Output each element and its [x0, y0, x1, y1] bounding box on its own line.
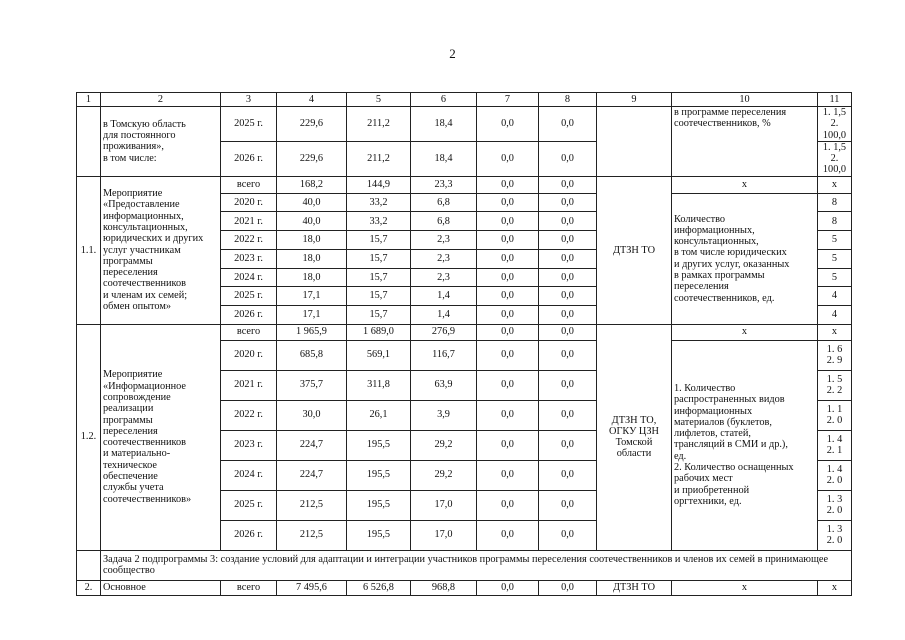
- year-cell: 2022 г.: [221, 231, 277, 250]
- column-header: 6: [411, 93, 477, 107]
- task-description-cell: Задача 2 подпрограммы 3: создание условий для адаптации и интеграции участников программы переселения соотечественников и членов их семей в принимающее сообщество: [101, 550, 852, 580]
- table-row: [77, 176, 852, 193]
- value-cell: 229,6: [277, 107, 347, 142]
- column-header: 3: [221, 93, 277, 107]
- indicator-value-cell: 1. 3 2. 0: [818, 520, 852, 550]
- indicator-value-cell: 1. 3 2. 0: [818, 490, 852, 520]
- value-cell: 0,0: [477, 268, 539, 287]
- year-cell: 2020 г.: [221, 193, 277, 212]
- value-cell: 2,3: [411, 231, 477, 250]
- value-cell: 0,0: [477, 324, 539, 340]
- value-cell: 0,0: [477, 212, 539, 231]
- value-cell: 0,0: [539, 176, 597, 193]
- value-cell: 0,0: [539, 231, 597, 250]
- indicator-value-cell: x: [818, 324, 852, 340]
- value-cell: 144,9: [347, 176, 411, 193]
- value-cell: 0,0: [477, 176, 539, 193]
- num-cell: 1.2.: [77, 324, 101, 550]
- value-cell: 212,5: [277, 520, 347, 550]
- value-cell: 0,0: [477, 340, 539, 370]
- value-cell: 0,0: [539, 400, 597, 430]
- value-cell: 0,0: [539, 249, 597, 268]
- program-table: [76, 92, 852, 596]
- value-cell: 18,4: [411, 141, 477, 176]
- value-cell: 0,0: [477, 305, 539, 324]
- indicator-value-cell: 8: [818, 193, 852, 212]
- value-cell: 195,5: [347, 520, 411, 550]
- column-header: 2: [101, 93, 221, 107]
- value-cell: 15,7: [347, 231, 411, 250]
- value-cell: 0,0: [477, 400, 539, 430]
- value-cell: 7 495,6: [277, 580, 347, 595]
- value-cell: 375,7: [277, 370, 347, 400]
- year-cell: 2026 г.: [221, 141, 277, 176]
- table-row: [77, 580, 852, 595]
- value-cell: 195,5: [347, 430, 411, 460]
- value-cell: 0,0: [539, 340, 597, 370]
- value-cell: 685,8: [277, 340, 347, 370]
- value-cell: 0,0: [539, 287, 597, 306]
- value-cell: 15,7: [347, 305, 411, 324]
- column-header: 11: [818, 93, 852, 107]
- value-cell: 2,3: [411, 249, 477, 268]
- value-cell: 17,1: [277, 287, 347, 306]
- value-cell: 15,7: [347, 268, 411, 287]
- column-header: 4: [277, 93, 347, 107]
- value-cell: 0,0: [477, 231, 539, 250]
- value-cell: 0,0: [539, 305, 597, 324]
- table-row: [77, 550, 852, 580]
- year-cell: 2026 г.: [221, 520, 277, 550]
- indicator-value-cell: 1. 6 2. 9: [818, 340, 852, 370]
- value-cell: 6,8: [411, 193, 477, 212]
- indicator-value-cell: 1. 1,5 2. 100,0: [818, 141, 852, 176]
- value-cell: 0,0: [477, 580, 539, 595]
- value-cell: 195,5: [347, 460, 411, 490]
- year-cell: всего: [221, 176, 277, 193]
- value-cell: 1 965,9: [277, 324, 347, 340]
- indicator-cell: x: [672, 324, 818, 340]
- value-cell: 17,1: [277, 305, 347, 324]
- page-number: 2: [449, 46, 456, 61]
- activity-name-cell: Мероприятие «Предоставление информационных, консультационных, юридических и других услуг участникам программы переселения соотечественников и членам их семей; обмен опытом»: [101, 176, 221, 324]
- value-cell: 26,1: [347, 400, 411, 430]
- value-cell: 224,7: [277, 430, 347, 460]
- value-cell: 968,8: [411, 580, 477, 595]
- value-cell: 0,0: [539, 490, 597, 520]
- value-cell: 0,0: [477, 287, 539, 306]
- value-cell: 0,0: [539, 324, 597, 340]
- value-cell: 0,0: [539, 193, 597, 212]
- year-cell: 2020 г.: [221, 340, 277, 370]
- indicator-value-cell: 1. 4 2. 0: [818, 460, 852, 490]
- value-cell: 3,9: [411, 400, 477, 430]
- table-row: [77, 324, 852, 340]
- value-cell: 0,0: [539, 520, 597, 550]
- indicator-value-cell: x: [818, 176, 852, 193]
- value-cell: 224,7: [277, 460, 347, 490]
- value-cell: 1 689,0: [347, 324, 411, 340]
- indicator-cell: x: [672, 176, 818, 193]
- num-cell: [77, 550, 101, 580]
- value-cell: 18,4: [411, 107, 477, 142]
- indicator-value-cell: 5: [818, 249, 852, 268]
- value-cell: 17,0: [411, 490, 477, 520]
- value-cell: 18,0: [277, 231, 347, 250]
- year-cell: 2024 г.: [221, 268, 277, 287]
- value-cell: 0,0: [539, 141, 597, 176]
- year-cell: 2021 г.: [221, 212, 277, 231]
- value-cell: 40,0: [277, 193, 347, 212]
- column-header: 10: [672, 93, 818, 107]
- num-cell: 1.1.: [77, 176, 101, 324]
- value-cell: 33,2: [347, 193, 411, 212]
- value-cell: 40,0: [277, 212, 347, 231]
- value-cell: 0,0: [539, 430, 597, 460]
- table-body: [77, 93, 852, 596]
- column-header: 8: [539, 93, 597, 107]
- value-cell: 18,0: [277, 249, 347, 268]
- num-cell: 2.: [77, 580, 101, 595]
- value-cell: 0,0: [539, 580, 597, 595]
- value-cell: 29,2: [411, 430, 477, 460]
- activity-name-cell: Основное: [101, 580, 221, 595]
- value-cell: 168,2: [277, 176, 347, 193]
- value-cell: 0,0: [477, 193, 539, 212]
- value-cell: 63,9: [411, 370, 477, 400]
- year-cell: 2025 г.: [221, 287, 277, 306]
- value-cell: 1,4: [411, 305, 477, 324]
- value-cell: 23,3: [411, 176, 477, 193]
- value-cell: 0,0: [477, 430, 539, 460]
- indicator-value-cell: 1. 4 2. 1: [818, 430, 852, 460]
- value-cell: 195,5: [347, 490, 411, 520]
- activity-name-cell: в Томскую область для постоянного проживания», в том числе:: [101, 107, 221, 177]
- value-cell: 0,0: [539, 212, 597, 231]
- value-cell: 0,0: [477, 141, 539, 176]
- indicator-cell: Количество информационных, консультационных, в том числе юридических и других услуг, оказанных в рамках программы переселения соотечественников, ед.: [672, 193, 818, 324]
- value-cell: 15,7: [347, 287, 411, 306]
- value-cell: 0,0: [539, 107, 597, 142]
- value-cell: 311,8: [347, 370, 411, 400]
- executor-cell: [597, 107, 672, 177]
- year-cell: 2025 г.: [221, 107, 277, 142]
- value-cell: 0,0: [477, 370, 539, 400]
- table-row: [77, 107, 852, 142]
- indicator-value-cell: 8: [818, 212, 852, 231]
- value-cell: 116,7: [411, 340, 477, 370]
- year-cell: 2026 г.: [221, 305, 277, 324]
- table-row: [77, 93, 852, 107]
- value-cell: 0,0: [539, 268, 597, 287]
- value-cell: 29,2: [411, 460, 477, 490]
- indicator-value-cell: 1. 5 2. 2: [818, 370, 852, 400]
- executor-cell: ДТЗН ТО, ОГКУ ЦЗН Томской области: [597, 324, 672, 550]
- value-cell: 0,0: [477, 107, 539, 142]
- indicator-value-cell: 5: [818, 231, 852, 250]
- year-cell: 2021 г.: [221, 370, 277, 400]
- value-cell: 33,2: [347, 212, 411, 231]
- value-cell: 0,0: [477, 490, 539, 520]
- value-cell: 211,2: [347, 107, 411, 142]
- value-cell: 2,3: [411, 268, 477, 287]
- year-cell: всего: [221, 580, 277, 595]
- year-cell: 2022 г.: [221, 400, 277, 430]
- value-cell: 276,9: [411, 324, 477, 340]
- value-cell: 6 526,8: [347, 580, 411, 595]
- value-cell: 15,7: [347, 249, 411, 268]
- value-cell: 0,0: [539, 370, 597, 400]
- year-cell: 2023 г.: [221, 249, 277, 268]
- column-header: 1: [77, 93, 101, 107]
- year-cell: всего: [221, 324, 277, 340]
- value-cell: 0,0: [477, 520, 539, 550]
- value-cell: 211,2: [347, 141, 411, 176]
- num-cell: [77, 107, 101, 177]
- year-cell: 2024 г.: [221, 460, 277, 490]
- indicator-cell: 1. Количество распространенных видов информационных материалов (буклетов, лифлетов, статей, трансляций в СМИ и др.), ед. 2. Количество оснащенных рабочих мест и приобретенной оргтехники, ед.: [672, 340, 818, 550]
- value-cell: 6,8: [411, 212, 477, 231]
- value-cell: 0,0: [539, 460, 597, 490]
- indicator-value-cell: 5: [818, 268, 852, 287]
- value-cell: 30,0: [277, 400, 347, 430]
- executor-cell: ДТЗН ТО: [597, 176, 672, 324]
- activity-name-cell: Мероприятие «Информационное сопровождение реализации программы переселения соотечественников и материально- техническое обеспечение службы учета соотечественников»: [101, 324, 221, 550]
- indicator-value-cell: 1. 1 2. 0: [818, 400, 852, 430]
- indicator-cell: в программе переселения соотечественников, %: [672, 107, 818, 177]
- value-cell: 17,0: [411, 520, 477, 550]
- indicator-cell: x: [672, 580, 818, 595]
- column-header: 9: [597, 93, 672, 107]
- value-cell: 0,0: [477, 460, 539, 490]
- executor-cell: ДТЗН ТО: [597, 580, 672, 595]
- column-header: 7: [477, 93, 539, 107]
- value-cell: 0,0: [477, 249, 539, 268]
- indicator-value-cell: 1. 1,5 2. 100,0: [818, 107, 852, 142]
- indicator-value-cell: 4: [818, 305, 852, 324]
- value-cell: 212,5: [277, 490, 347, 520]
- value-cell: 18,0: [277, 268, 347, 287]
- value-cell: 1,4: [411, 287, 477, 306]
- column-header: 5: [347, 93, 411, 107]
- indicator-value-cell: x: [818, 580, 852, 595]
- indicator-value-cell: 4: [818, 287, 852, 306]
- value-cell: 569,1: [347, 340, 411, 370]
- year-cell: 2025 г.: [221, 490, 277, 520]
- value-cell: 229,6: [277, 141, 347, 176]
- year-cell: 2023 г.: [221, 430, 277, 460]
